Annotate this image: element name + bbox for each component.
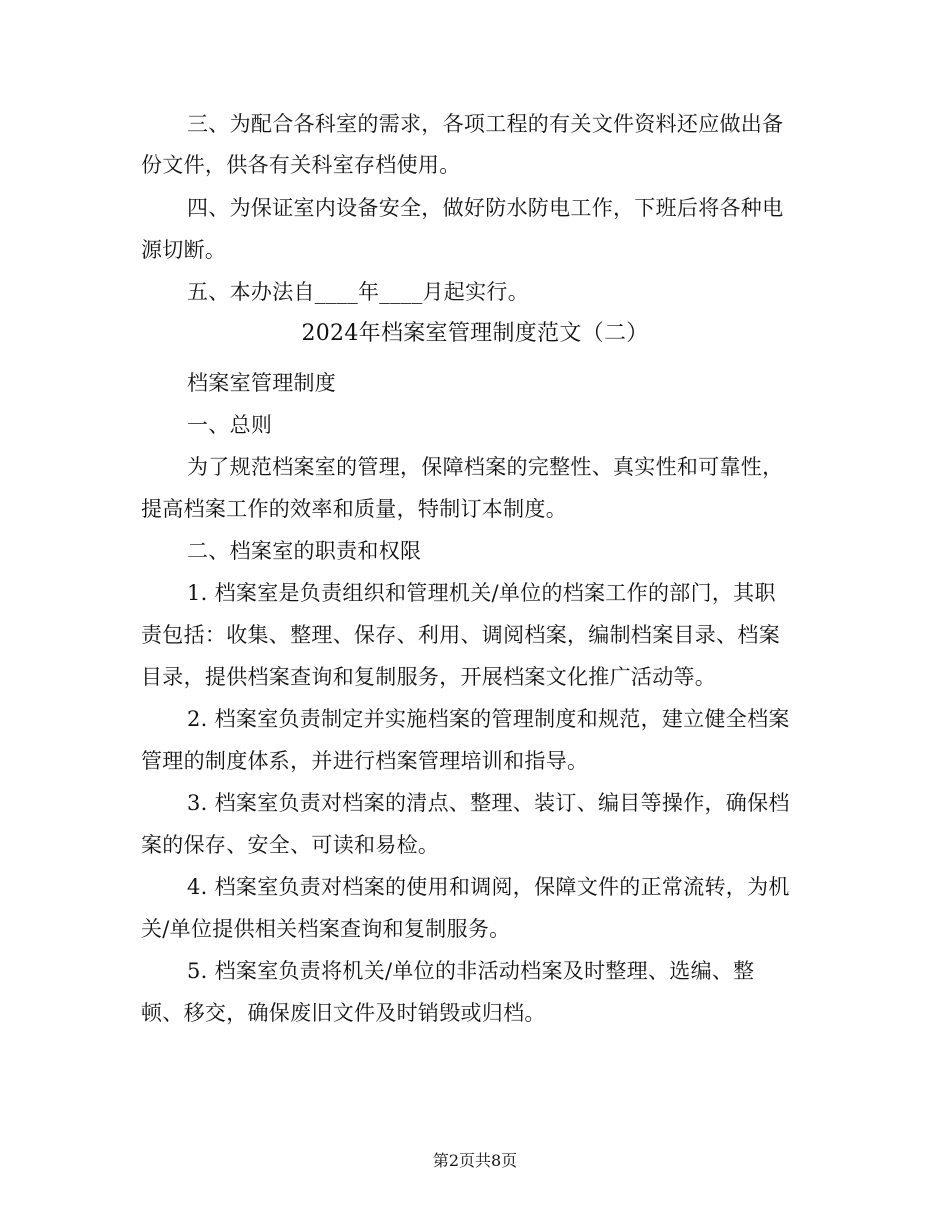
paragraph-line: 案的保存、安全、可读和易检。 [141, 833, 440, 857]
paragraph-line: 1. 档案室是负责组织和管理机关/单位的档案工作的部门，其职 [187, 581, 776, 605]
subheading: 二、档案室的职责和权限 [187, 539, 422, 563]
paragraph-line: 目录，提供档案查询和复制服务，开展档案文化推广活动等。 [141, 665, 717, 689]
paragraph-line: 5. 档案室负责将机关/单位的非活动档案及时整理、选编、整 [187, 959, 755, 983]
paragraph-line: 责包括：收集、整理、保存、利用、调阅档案，编制档案目录、档案 [141, 623, 780, 647]
paragraph-line: 源切断。 [141, 238, 227, 262]
paragraph-line: 2. 档案室负责制定并实施档案的管理制度和规范，建立健全档案 [187, 707, 790, 731]
paragraph-line: 管理的制度体系，并进行档案管理培训和指导。 [141, 749, 589, 773]
paragraph-line: 提高档案工作的效率和质量，特制订本制度。 [141, 497, 567, 521]
section-title: 2024年档案室管理制度范文（二） [301, 321, 649, 346]
paragraph-line: 关/单位提供相关档案查询和复制服务。 [141, 917, 511, 941]
paragraph-line: 五、本办法自____年____月起实行。 [187, 280, 529, 304]
paragraph-line: 3. 档案室负责对档案的清点、整理、装订、编目等操作，确保档 [187, 791, 790, 815]
paragraph-line: 份文件，供各有关科室存档使用。 [141, 153, 461, 177]
paragraph-line: 4. 档案室负责对档案的使用和调阅，保障文件的正常流转，为机 [187, 875, 790, 899]
subheading: 一、总则 [187, 413, 273, 437]
paragraph-line: 四、为保证室内设备安全，做好防水防电工作，下班后将各种电 [187, 196, 784, 220]
paragraph-line: 三、为配合各科室的需求，各项工程的有关文件资料还应做出备 [187, 112, 784, 136]
page-number: 第2页共8页 [432, 1151, 518, 1170]
subheading: 档案室管理制度 [187, 371, 337, 395]
paragraph-line: 顿、移交，确保废旧文件及时销毁或归档。 [141, 1001, 546, 1025]
paragraph-line: 为了规范档案室的管理，保障档案的完整性、真实性和可靠性， [187, 455, 784, 479]
